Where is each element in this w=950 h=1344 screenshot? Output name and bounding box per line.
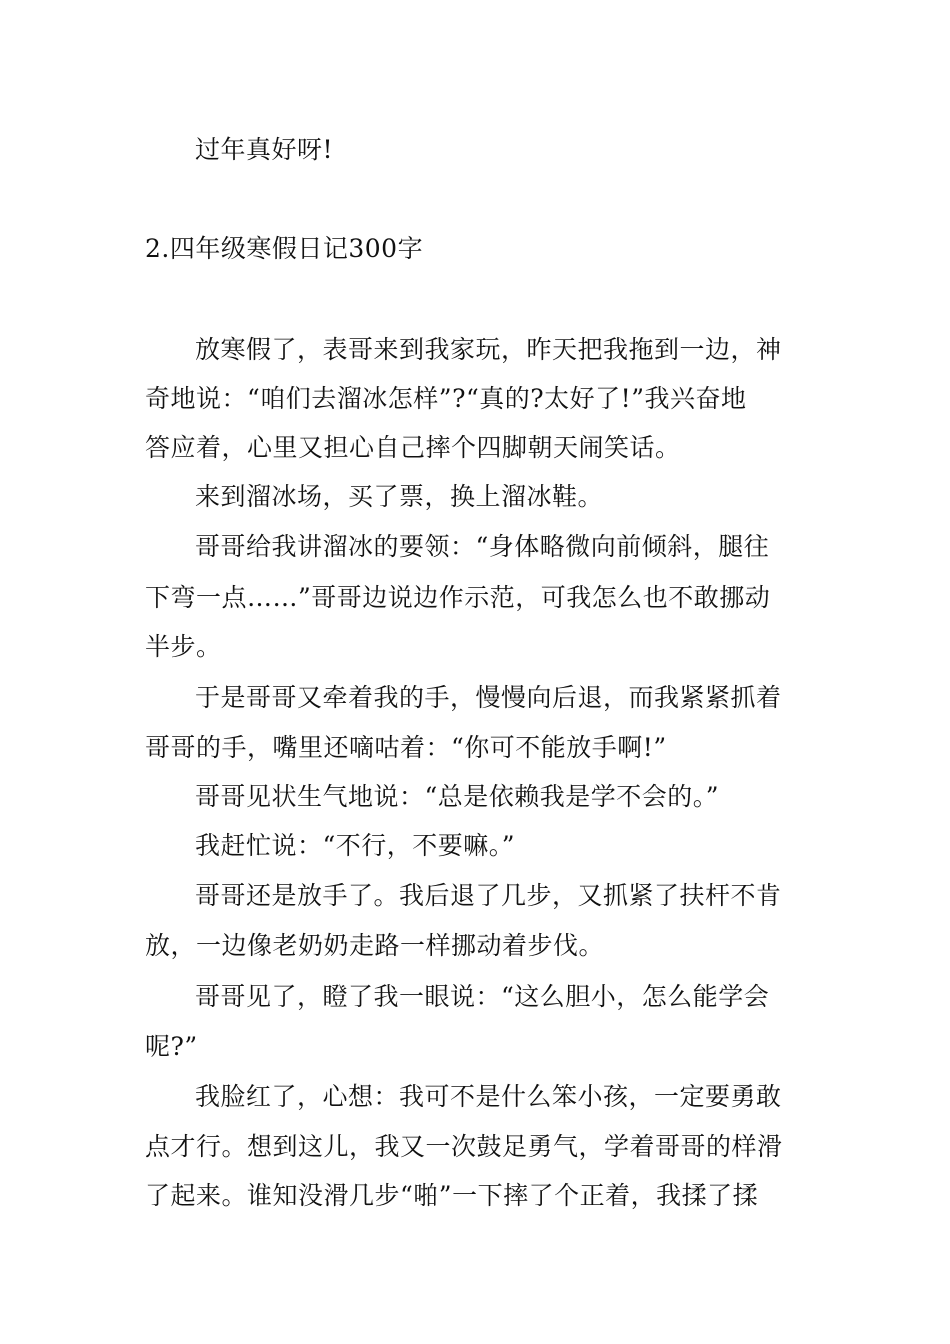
- body-line: 半步。: [145, 632, 222, 661]
- closing-line: 过年真好呀!: [195, 135, 334, 164]
- body-line: 了起来。谁知没滑几步“啪”一下摔了个正着，我揉了揉: [145, 1181, 759, 1210]
- body-line: 下弯一点……”哥哥边说边作示范，可我怎么也不敢挪动: [145, 583, 771, 612]
- body-line: 我赶忙说：“不行，不要嘛。”: [195, 831, 516, 860]
- body-line: 点才行。想到这儿，我又一次鼓足勇气，学着哥哥的样滑: [145, 1132, 783, 1161]
- body-line: 奇地说：“咱们去溜冰怎样”?“真的?太好了!”我兴奋地: [145, 384, 747, 413]
- body-line: 我脸红了，心想：我可不是什么笨小孩，一定要勇敢: [195, 1082, 782, 1111]
- body-line: 于是哥哥又牵着我的手，慢慢向后退，而我紧紧抓着: [195, 683, 782, 712]
- body-line: 放，一边像老奶奶走路一样挪动着步伐。: [145, 931, 605, 960]
- body-line: 答应着，心里又担心自己摔个四脚朝天闹笑话。: [145, 433, 681, 462]
- body-line: 呢?”: [145, 1032, 198, 1061]
- body-line: 放寒假了，表哥来到我家玩，昨天把我拖到一边，神: [195, 335, 782, 364]
- body-line: 哥哥给我讲溜冰的要领：“身体略微向前倾斜，腿往: [195, 532, 770, 561]
- section-heading: 2.四年级寒假日记300字: [145, 234, 424, 263]
- body-line: 哥哥还是放手了。我后退了几步，又抓紧了扶杆不肯: [195, 881, 782, 910]
- body-line: 哥哥的手，嘴里还嘀咕着：“你可不能放手啊!”: [145, 733, 667, 762]
- body-line: 哥哥见状生气地说：“总是依赖我是学不会的。”: [195, 782, 720, 811]
- body-line: 哥哥见了，瞪了我一眼说：“这么胆小，怎么能学会: [195, 982, 770, 1011]
- body-line: 来到溜冰场，买了票，换上溜冰鞋。: [195, 482, 604, 511]
